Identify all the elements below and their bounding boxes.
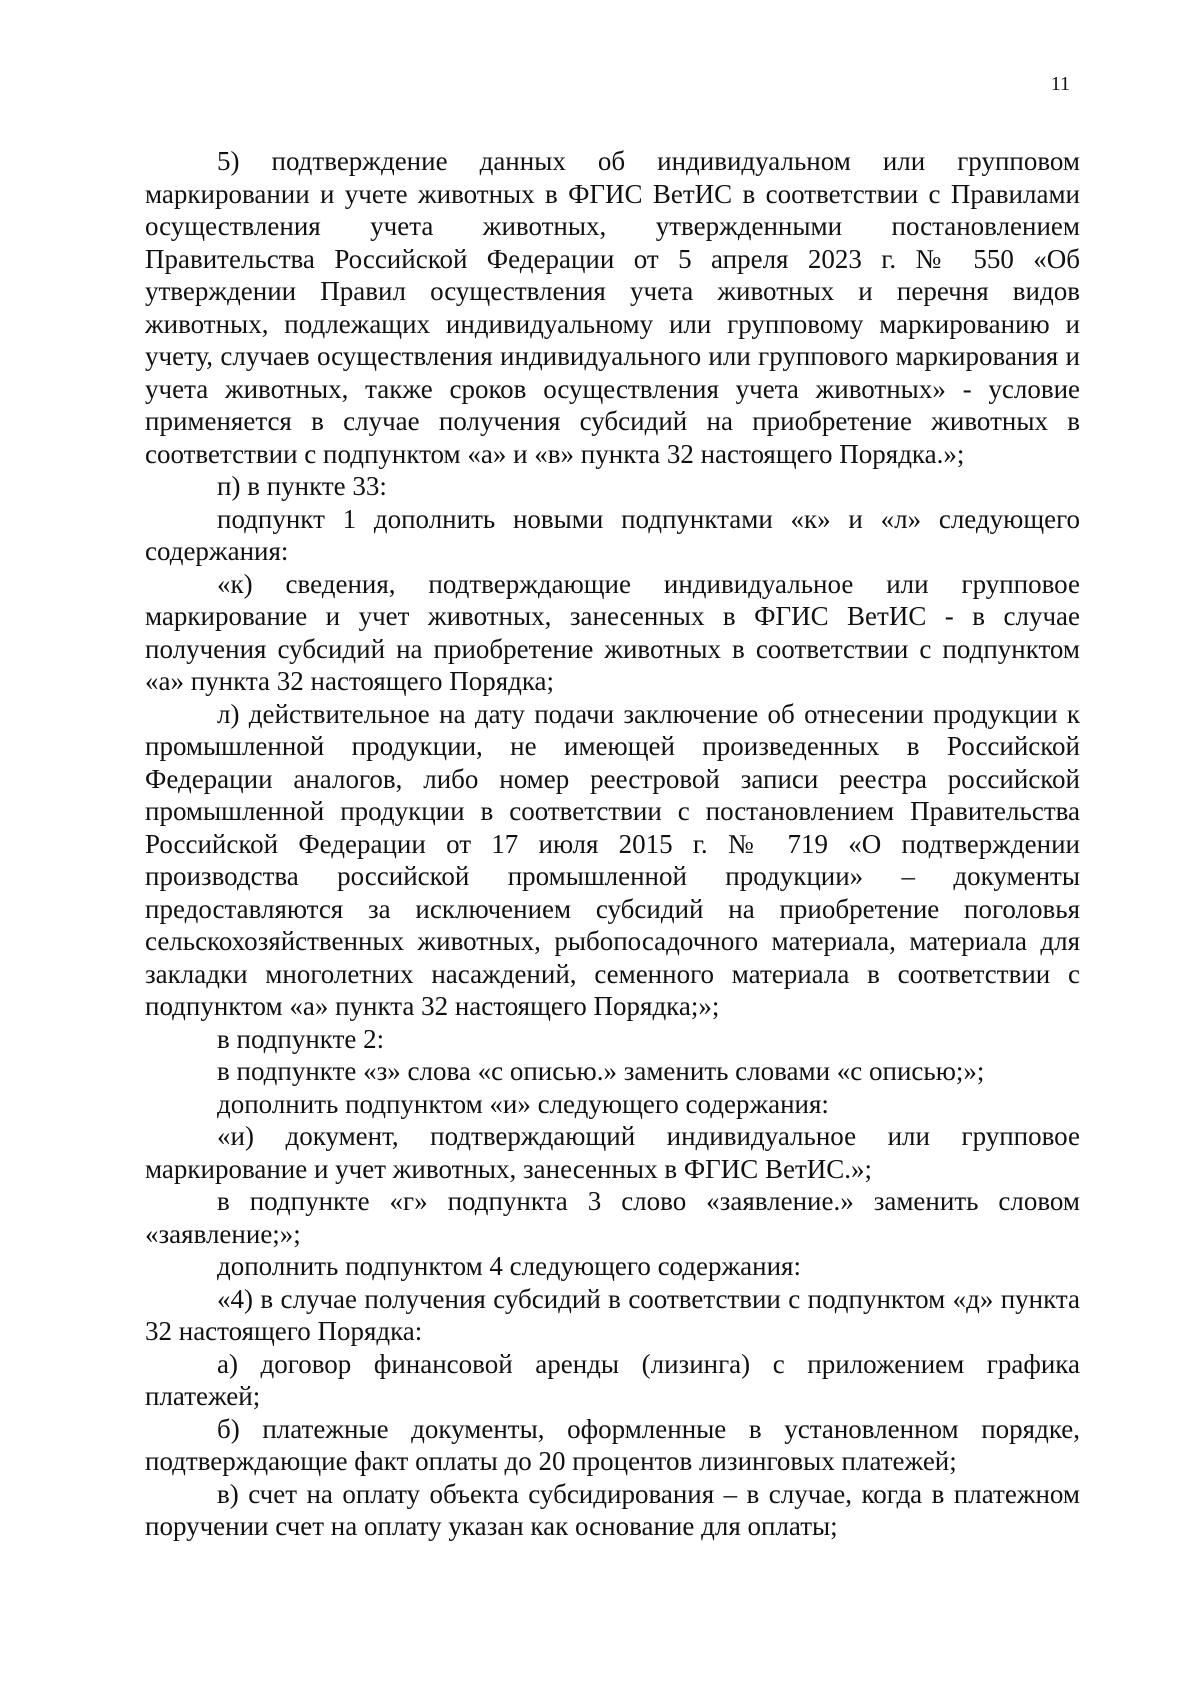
paragraph-subpoint-i: «и) документ, подтверждающий индивидуальное или групповое маркирование и учет животных, занесенных в ФГИС ВетИС.»; [145, 1121, 1080, 1184]
paragraph-subpoint-z: в подпункте «з» слова «с описью.» заменить словами «с описью;»; [217, 1056, 985, 1086]
paragraph-subpoint-g: в подпункте «г» подпункта 3 слово «заявление.» заменить словом «заявление;»; [145, 1186, 1080, 1249]
paragraph-add-subpoint-i: дополнить подпунктом «и» следующего содержания: [217, 1088, 829, 1119]
paragraph-subpoint-k: «к) сведения, подтверждающие индивидуальное или групповое маркирование и учет животных, занесенных в ФГИС ВетИС - в случае получения субсидий на приобретение животных в соответствии с подпунктом «а» пункта 32 настоящего Порядка; [145, 568, 1080, 696]
paragraph-point-p: п) в пункте 33: [217, 471, 387, 501]
paragraph-item-v: в) счет на оплату объекта субсидирования – в случае, когда в платежном поручении счет на оплату указан как основание для оплаты; [145, 1478, 1080, 1541]
paragraph-add-subpoint-4: дополнить подпунктом 4 следующего содержания: [217, 1251, 801, 1281]
paragraph-subpoint-2: в подпункте 2: [217, 1023, 385, 1054]
paragraph-subpoint-4: «4) в случае получения субсидий в соответствии с подпунктом «д» пункта 32 настоящего Порядка: [145, 1283, 1080, 1346]
document-body [145, 145, 1080, 1543]
paragraph-subpoint-l: л) действительное на дату подачи заключение об отнесении продукции к промышленной продукции, не имеющей произведенных в Российской Федерации аналогов, либо номер реестровой записи реестра российской промышленной продукции в соответствии с постановлением Правительства Российской Федерации от 17 июля 2015 г. № 719 «О подтверждении производства российской промышленной продукции» – документы предоставляются за исключением субсидий на приобретение поголовья сельскохозяйственных животных, рыбопосадочного материала, материала для закладки многолетних насаждений, семенного материала в соответствии с подпунктом «а» пункта 32 настоящего Порядка;»; [145, 698, 1080, 1021]
paragraph-item-5: 5) подтверждение данных об индивидуальном или групповом маркировании и учете животных в ФГИС ВетИС в соответствии с Правилами осуществления учета животных, утвержденными постановлением Правительства Российской Федерации от 5 апреля 2023 г. № 550 «Об утверждении Правил осуществления учета животных и перечня видов животных, подлежащих индивидуальному или групповому маркированию и учету, случаев осуществления индивидуального или группового маркирования и учета животных, также сроков осуществления учета животных» - условие применяется в случае получения субсидий на приобретение животных в соответствии с подпунктом «а» и «в» пункта 32 настоящего Порядка.»; [145, 146, 1080, 469]
paragraph-subpoint-1: подпункт 1 дополнить новыми подпунктами «к» и «л» следующего содержания: [145, 503, 1080, 566]
paragraph-item-a: а) договор финансовой аренды (лизинга) с приложением графика платежей; [145, 1348, 1080, 1411]
paragraph-item-b: б) платежные документы, оформленные в установленном порядке, подтверждающие факт оплаты до 20 процентов лизинговых платежей; [145, 1413, 1080, 1476]
page-number: 11 [1050, 73, 1070, 95]
